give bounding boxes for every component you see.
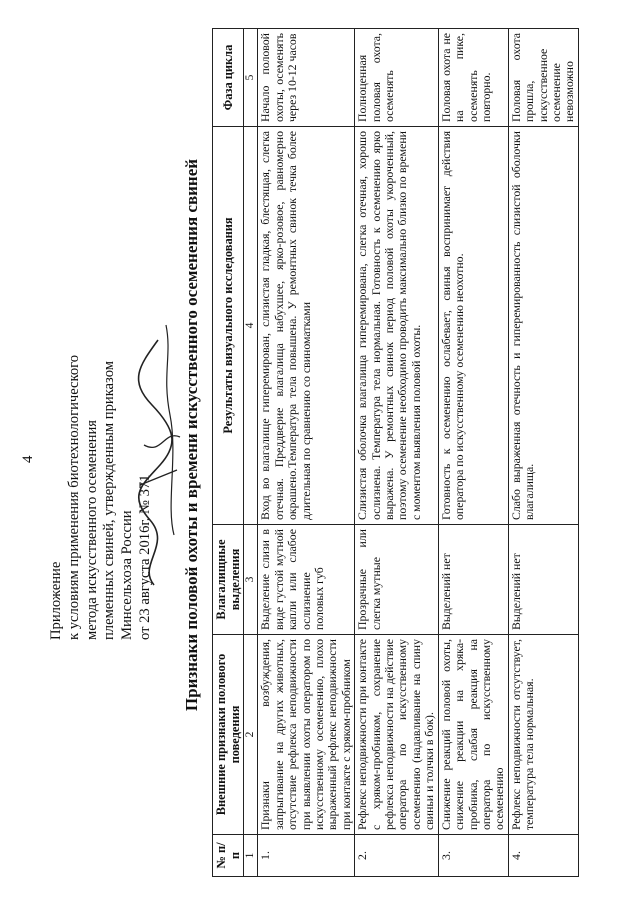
behavior-cell: Рефлекс неподвижности отсутствует, температура тела нормальная. bbox=[508, 635, 578, 835]
table-row bbox=[508, 29, 578, 877]
column-number: 3 bbox=[244, 525, 258, 635]
row-number: 1. bbox=[258, 835, 355, 877]
column-number: 5 bbox=[244, 29, 258, 127]
appendix-line: от 23 августа 2016г. № 371 bbox=[136, 474, 153, 640]
header-discharge: Влагалищные выделения bbox=[213, 525, 244, 635]
column-number: 4 bbox=[244, 127, 258, 525]
phase-cell: Половая охота не на пике, осеменять повторно. bbox=[438, 29, 508, 127]
visual-cell: Слизистая оболочка влагалища гиперемирована, слегка отечная, хорошо ослизнена. Температура тела нормальная. Готовность к осеменению ярко выражена. У ремонтных свинок период половой охоты укороченный, поэтому осеменение необходимо проводить максимально близко по времени с моментом выявления половой охоты. bbox=[355, 127, 438, 525]
column-number: 2 bbox=[244, 635, 258, 835]
appendix-line: Приложение bbox=[48, 561, 64, 640]
visual-cell: Вход во влагалище гиперемирован, слизистая гладкая, блестящая, слегка отечная. Преддверие влагалища набухшее, ярко-розовое, равномерно окрашено.Температура тела повышена. У ремонтных свинок течка более длительная по сравнению со свиноматками bbox=[258, 127, 355, 525]
discharge-cell: Прозрачные или слегка мутные bbox=[355, 525, 438, 635]
table-row bbox=[355, 29, 438, 877]
behavior-cell: Рефлекс неподвижности при контакте с хряком-пробником, сохранение рефлекса неподвижности на действие оператора по искусственному осеменению (надавливание на спину свиньи и толчки в бок). bbox=[355, 635, 438, 835]
behavior-cell: Признаки возбуждения, запрыгивание на других животных, отсутствие рефлекса неподвижности при выявлении охоты оператором по искусственному осеменению, плохо выраженный рефлекс неподвижности при контакте с хряком-пробником bbox=[258, 635, 355, 835]
appendix-line: племенных свиней, утвержденным приказом bbox=[101, 361, 118, 640]
table-header-row bbox=[213, 29, 244, 877]
table-row bbox=[438, 29, 508, 877]
header-phase: Фаза цикла bbox=[213, 29, 244, 127]
table-row bbox=[258, 29, 355, 877]
appendix-line: Минсельхоза России bbox=[119, 510, 136, 640]
header-behavior: Внешние признаки полового поведения bbox=[213, 635, 244, 835]
handwritten-signature-icon bbox=[132, 305, 187, 605]
phase-cell: Полноценная половая охота, осеменять bbox=[355, 29, 438, 127]
phase-cell: Начало половой охоты, осеменять через 10-12 часов bbox=[258, 29, 355, 127]
discharge-cell: Выделений нет bbox=[438, 525, 508, 635]
row-number: 4. bbox=[508, 835, 578, 877]
page-number: 4 bbox=[20, 455, 36, 463]
behavior-cell: Снижение реакций половой охоты, снижение реакции на хряка-пробника, слабая реакция на оператора по искусственному осеменению bbox=[438, 635, 508, 835]
column-number: 1 bbox=[244, 835, 258, 877]
header-number: № п/п bbox=[213, 835, 244, 877]
visual-cell: Слабо выраженная отечность и гиперемированность слизистой оболочки влагалища. bbox=[508, 127, 578, 525]
appendix-line: к условиям применения биотехнологического bbox=[65, 354, 82, 640]
signs-table bbox=[212, 28, 579, 877]
discharge-cell: Выделений нет bbox=[508, 525, 578, 635]
phase-cell: Половая охота прошла, искусственное осеменение невозможно bbox=[508, 29, 578, 127]
column-number-row bbox=[244, 29, 258, 877]
header-visual: Результаты визуального исследования bbox=[213, 127, 244, 525]
appendix-line: метода искусственного осеменения bbox=[83, 419, 100, 640]
page-title: Признаки половой охоты и времени искусственного осеменения свиней bbox=[182, 158, 201, 712]
row-number: 2. bbox=[355, 835, 438, 877]
row-number: 3. bbox=[438, 835, 508, 877]
discharge-cell: Выделение слизи в виде густой мутной капли или слабое ослизнение половых губ bbox=[258, 525, 355, 635]
visual-cell: Готовность к осеменению ослабевает, свинья воспринимает действия оператора по искусственному осеменению неохотно. bbox=[438, 127, 508, 525]
